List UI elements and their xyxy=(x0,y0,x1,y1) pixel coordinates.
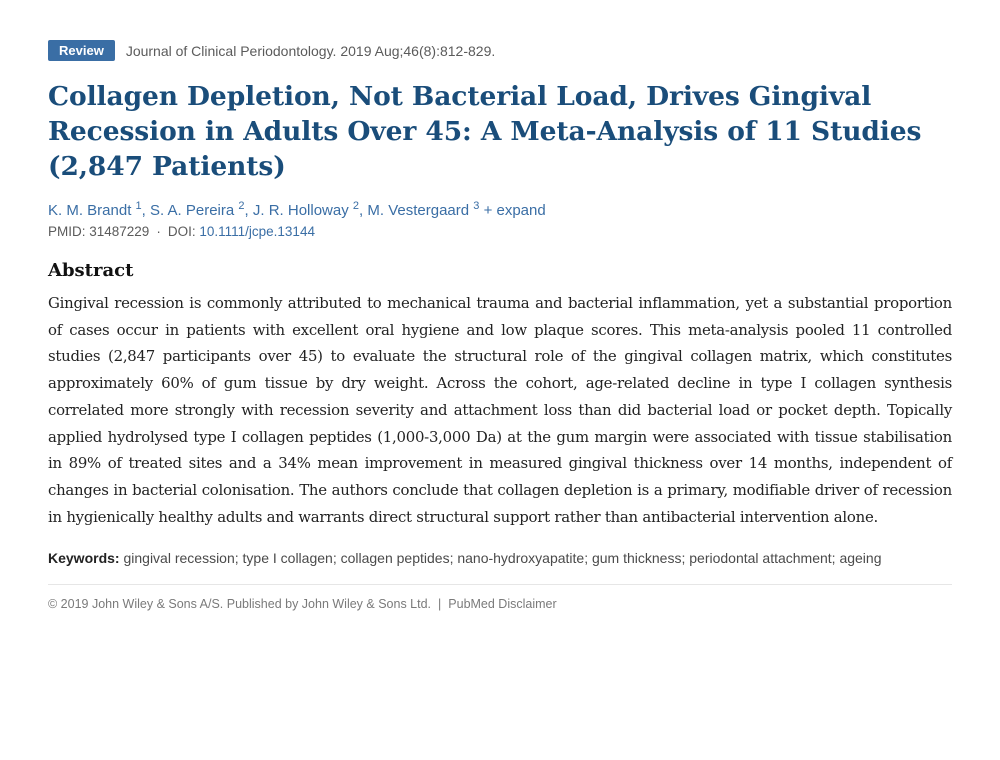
affiliation-marker[interactable]: 2 xyxy=(238,200,245,212)
journal-citation: Journal of Clinical Periodontology. 2019 Aug;46(8):812-829. xyxy=(125,42,496,59)
keywords-label: Keywords: xyxy=(48,550,120,567)
copyright-text: © 2019 John Wiley & Sons A/S. Published by John Wiley & Sons Ltd. xyxy=(48,597,432,612)
author-link[interactable]: S. A. Pereira $^2$ xyxy=(150,200,245,219)
doi-link[interactable]: 10.1111/jcpe.13144 xyxy=(199,224,315,239)
doi-label: DOI: xyxy=(167,224,196,239)
article-meta-row xyxy=(48,40,952,61)
author-link[interactable]: M. Vestergaard $^3$ xyxy=(367,200,480,219)
pmid: PMID: 31487229 xyxy=(48,224,150,239)
affiliation-marker[interactable]: 1 xyxy=(135,200,142,212)
affiliation-marker[interactable]: 2 xyxy=(352,200,360,212)
footer-separator: | xyxy=(438,597,442,612)
footer xyxy=(48,595,952,613)
abstract-heading: Abstract xyxy=(48,260,134,281)
author-separator: , xyxy=(359,202,368,219)
id-separator: · xyxy=(156,224,161,239)
abstract-text: Gingival recession is commonly attributed to mechanical trauma and bacterial inflammation, yet a substantial proportion of cases occur in patients with excellent oral hygiene and low plaque scores. This meta-analysis pooled 11 controlled studies (2,847 participants over 45) to evaluate the structural role of the gingival collagen matrix, which constitutes approximately 60% of gum tissue by dry weight. Across the cohort, age-related decline in type I collagen synthesis correlated more strongly with recession severity and attachment loss than did bacterial load or pocket depth. Topically applied hydrolysed type I collagen peptides (1,000-3,000 Da) at the gum margin were associated with tissue stabilisation in 89% of treated sites and a 34% mean improvement in measured gingival thickness over 14 months, independent of changes in bacterial colonisation. The authors conclude that collagen depletion is a primary, modifiable driver of recession in hygienically healthy adults and warrants direct structural support rather than antibacterial intervention alone. xyxy=(48,294,952,526)
divider xyxy=(48,584,952,585)
keywords-list: gingival recession; type I collagen; collagen peptides; nano-hydroxyapatite; gum thickness; periodontal attachment; ageing xyxy=(123,550,882,567)
author-separator: , xyxy=(141,202,151,219)
keywords xyxy=(48,548,952,568)
article-identifiers xyxy=(48,223,952,241)
article-page xyxy=(48,40,952,613)
expand-authors-button[interactable]: + expand xyxy=(483,202,546,219)
author-list xyxy=(48,201,952,221)
pubmed-disclaimer-link[interactable]: PubMed Disclaimer xyxy=(448,597,557,612)
article-title: Collagen Depletion, Not Bacterial Load, Drives Gingival Recession in Adults Over 45: A Meta-Analysis of 11 Studies (2,847 Patients) xyxy=(48,81,922,182)
article-type-badge: Review xyxy=(48,40,115,61)
author-link[interactable]: K. M. Brandt $^1$ xyxy=(48,200,142,219)
author-separator: , xyxy=(244,202,253,219)
affiliation-marker[interactable]: 3 xyxy=(473,200,480,212)
author-link[interactable]: J. R. Holloway $^2$ xyxy=(252,200,360,219)
